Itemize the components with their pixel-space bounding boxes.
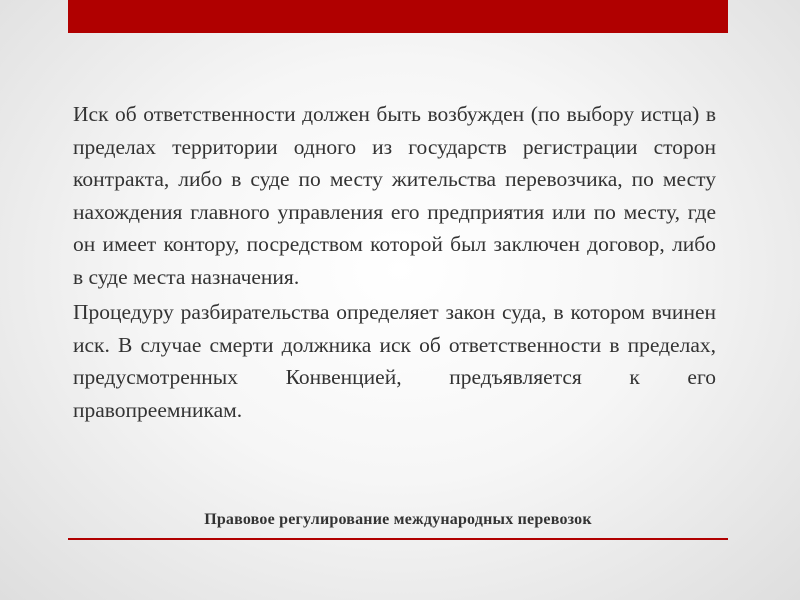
paragraph-2: Процедуру разбирательства определяет закон суда, в котором вчинен иск. В случае смерти должника иск об ответственности в пределах, предусмотренных Конвенцией, предъявляется к его правопреемникам. — [73, 300, 716, 422]
footer-divider — [68, 538, 728, 540]
footer-title: Правовое регулирование международных перевозок — [204, 511, 592, 528]
slide-body — [73, 98, 716, 429]
paragraph-1: Иск об ответственности должен быть возбужден (по выбору истца) в пределах территории одного из государств регистрации сторон контракта, либо в суде по месту жительства перевозчика, по месту нахождения главного управления его предприятия или по месту, где он имеет контору, посредством которой был заключен договор, либо в суде места назначения. — [73, 102, 716, 289]
top-accent-bar — [68, 0, 728, 33]
